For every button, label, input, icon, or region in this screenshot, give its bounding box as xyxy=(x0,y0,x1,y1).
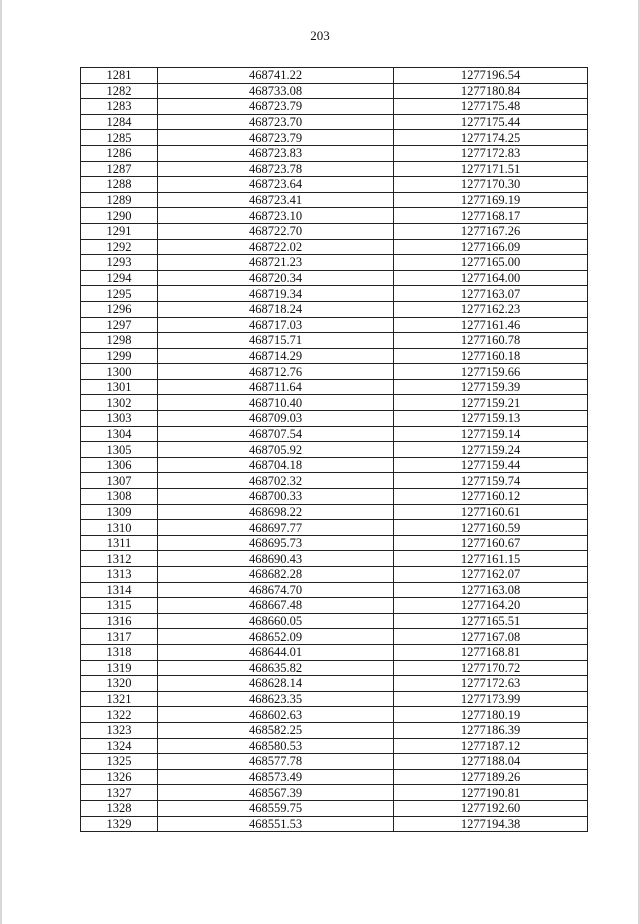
table-row xyxy=(81,722,588,738)
y-coordinate-cell: 1277188.04 xyxy=(394,754,588,770)
x-coordinate-cell: 468720.34 xyxy=(158,270,394,286)
point-number-cell: 1308 xyxy=(81,489,158,505)
point-number-cell: 1306 xyxy=(81,457,158,473)
y-coordinate-cell: 1277165.51 xyxy=(394,613,588,629)
table-row xyxy=(81,785,588,801)
x-coordinate-cell: 468707.54 xyxy=(158,426,394,442)
y-coordinate-cell: 1277164.00 xyxy=(394,270,588,286)
y-coordinate-cell: 1277173.99 xyxy=(394,691,588,707)
y-coordinate-cell: 1277172.63 xyxy=(394,676,588,692)
y-coordinate-cell: 1277159.24 xyxy=(394,442,588,458)
x-coordinate-cell: 468721.23 xyxy=(158,255,394,271)
y-coordinate-cell: 1277186.39 xyxy=(394,722,588,738)
x-coordinate-cell: 468682.28 xyxy=(158,567,394,583)
x-coordinate-cell: 468718.24 xyxy=(158,301,394,317)
x-coordinate-cell: 468723.64 xyxy=(158,177,394,193)
x-coordinate-cell: 468723.79 xyxy=(158,99,394,115)
table-row xyxy=(81,520,588,536)
table-row xyxy=(81,395,588,411)
point-number-cell: 1313 xyxy=(81,567,158,583)
table-row xyxy=(81,411,588,427)
point-number-cell: 1318 xyxy=(81,644,158,660)
y-coordinate-cell: 1277160.67 xyxy=(394,535,588,551)
point-number-cell: 1323 xyxy=(81,722,158,738)
table-row xyxy=(81,177,588,193)
point-number-cell: 1297 xyxy=(81,317,158,333)
point-number-cell: 1304 xyxy=(81,426,158,442)
point-number-cell: 1286 xyxy=(81,145,158,161)
x-coordinate-cell: 468674.70 xyxy=(158,582,394,598)
point-number-cell: 1309 xyxy=(81,504,158,520)
y-coordinate-cell: 1277159.14 xyxy=(394,426,588,442)
y-coordinate-cell: 1277159.66 xyxy=(394,364,588,380)
x-coordinate-cell: 468623.35 xyxy=(158,691,394,707)
y-coordinate-cell: 1277190.81 xyxy=(394,785,588,801)
y-coordinate-cell: 1277160.12 xyxy=(394,489,588,505)
table-row xyxy=(81,800,588,816)
table-row xyxy=(81,769,588,785)
point-number-cell: 1287 xyxy=(81,161,158,177)
table-row xyxy=(81,738,588,754)
y-coordinate-cell: 1277159.13 xyxy=(394,411,588,427)
y-coordinate-cell: 1277167.08 xyxy=(394,629,588,645)
y-coordinate-cell: 1277168.81 xyxy=(394,644,588,660)
table-row xyxy=(81,567,588,583)
x-coordinate-cell: 468700.33 xyxy=(158,489,394,505)
point-number-cell: 1290 xyxy=(81,208,158,224)
point-number-cell: 1295 xyxy=(81,286,158,302)
x-coordinate-cell: 468690.43 xyxy=(158,551,394,567)
y-coordinate-cell: 1277159.44 xyxy=(394,457,588,473)
coordinates-table-body xyxy=(81,68,588,832)
x-coordinate-cell: 468723.41 xyxy=(158,192,394,208)
x-coordinate-cell: 468709.03 xyxy=(158,411,394,427)
y-coordinate-cell: 1277194.38 xyxy=(394,816,588,832)
y-coordinate-cell: 1277168.17 xyxy=(394,208,588,224)
table-row xyxy=(81,707,588,723)
y-coordinate-cell: 1277165.00 xyxy=(394,255,588,271)
y-coordinate-cell: 1277159.21 xyxy=(394,395,588,411)
y-coordinate-cell: 1277175.44 xyxy=(394,114,588,130)
x-coordinate-cell: 468714.29 xyxy=(158,348,394,364)
y-coordinate-cell: 1277192.60 xyxy=(394,800,588,816)
point-number-cell: 1324 xyxy=(81,738,158,754)
y-coordinate-cell: 1277162.07 xyxy=(394,567,588,583)
x-coordinate-cell: 468580.53 xyxy=(158,738,394,754)
point-number-cell: 1305 xyxy=(81,442,158,458)
y-coordinate-cell: 1277164.20 xyxy=(394,598,588,614)
table-row xyxy=(81,317,588,333)
point-number-cell: 1303 xyxy=(81,411,158,427)
x-coordinate-cell: 468723.79 xyxy=(158,130,394,146)
table-row xyxy=(81,161,588,177)
point-number-cell: 1311 xyxy=(81,535,158,551)
x-coordinate-cell: 468723.83 xyxy=(158,145,394,161)
point-number-cell: 1317 xyxy=(81,629,158,645)
point-number-cell: 1316 xyxy=(81,613,158,629)
x-coordinate-cell: 468577.78 xyxy=(158,754,394,770)
table-row xyxy=(81,457,588,473)
table-row xyxy=(81,364,588,380)
x-coordinate-cell: 468719.34 xyxy=(158,286,394,302)
y-coordinate-cell: 1277167.26 xyxy=(394,223,588,239)
x-coordinate-cell: 468551.53 xyxy=(158,816,394,832)
y-coordinate-cell: 1277189.26 xyxy=(394,769,588,785)
x-coordinate-cell: 468667.48 xyxy=(158,598,394,614)
point-number-cell: 1312 xyxy=(81,551,158,567)
y-coordinate-cell: 1277175.48 xyxy=(394,99,588,115)
y-coordinate-cell: 1277196.54 xyxy=(394,68,588,84)
point-number-cell: 1299 xyxy=(81,348,158,364)
x-coordinate-cell: 468715.71 xyxy=(158,333,394,349)
point-number-cell: 1322 xyxy=(81,707,158,723)
point-number-cell: 1292 xyxy=(81,239,158,255)
point-number-cell: 1291 xyxy=(81,223,158,239)
table-row xyxy=(81,223,588,239)
table-row xyxy=(81,489,588,505)
point-number-cell: 1307 xyxy=(81,473,158,489)
y-coordinate-cell: 1277170.30 xyxy=(394,177,588,193)
point-number-cell: 1326 xyxy=(81,769,158,785)
table-row xyxy=(81,68,588,84)
y-coordinate-cell: 1277187.12 xyxy=(394,738,588,754)
y-coordinate-cell: 1277160.78 xyxy=(394,333,588,349)
table-row xyxy=(81,255,588,271)
x-coordinate-cell: 468711.64 xyxy=(158,379,394,395)
x-coordinate-cell: 468723.78 xyxy=(158,161,394,177)
table-row xyxy=(81,270,588,286)
table-row xyxy=(81,348,588,364)
coordinates-table xyxy=(80,67,588,832)
x-coordinate-cell: 468733.08 xyxy=(158,83,394,99)
table-row xyxy=(81,582,588,598)
page-left-edge xyxy=(0,0,2,924)
y-coordinate-cell: 1277160.59 xyxy=(394,520,588,536)
y-coordinate-cell: 1277170.72 xyxy=(394,660,588,676)
table-row xyxy=(81,301,588,317)
point-number-cell: 1293 xyxy=(81,255,158,271)
y-coordinate-cell: 1277159.39 xyxy=(394,379,588,395)
x-coordinate-cell: 468704.18 xyxy=(158,457,394,473)
point-number-cell: 1319 xyxy=(81,660,158,676)
point-number-cell: 1321 xyxy=(81,691,158,707)
point-number-cell: 1315 xyxy=(81,598,158,614)
table-row xyxy=(81,598,588,614)
point-number-cell: 1288 xyxy=(81,177,158,193)
table-row xyxy=(81,130,588,146)
y-coordinate-cell: 1277169.19 xyxy=(394,192,588,208)
point-number-cell: 1285 xyxy=(81,130,158,146)
table-row xyxy=(81,426,588,442)
y-coordinate-cell: 1277159.74 xyxy=(394,473,588,489)
table-row xyxy=(81,83,588,99)
point-number-cell: 1325 xyxy=(81,754,158,770)
point-number-cell: 1329 xyxy=(81,816,158,832)
x-coordinate-cell: 468723.70 xyxy=(158,114,394,130)
point-number-cell: 1281 xyxy=(81,68,158,84)
y-coordinate-cell: 1277163.07 xyxy=(394,286,588,302)
table-row xyxy=(81,535,588,551)
table-row xyxy=(81,644,588,660)
x-coordinate-cell: 468635.82 xyxy=(158,660,394,676)
page-number: 203 xyxy=(310,28,330,43)
point-number-cell: 1310 xyxy=(81,520,158,536)
point-number-cell: 1327 xyxy=(81,785,158,801)
table-row xyxy=(81,208,588,224)
table-row xyxy=(81,333,588,349)
x-coordinate-cell: 468722.02 xyxy=(158,239,394,255)
point-number-cell: 1320 xyxy=(81,676,158,692)
point-number-cell: 1328 xyxy=(81,800,158,816)
point-number-cell: 1301 xyxy=(81,379,158,395)
point-number-cell: 1300 xyxy=(81,364,158,380)
x-coordinate-cell: 468723.10 xyxy=(158,208,394,224)
y-coordinate-cell: 1277160.61 xyxy=(394,504,588,520)
x-coordinate-cell: 468722.70 xyxy=(158,223,394,239)
table-row xyxy=(81,504,588,520)
x-coordinate-cell: 468573.49 xyxy=(158,769,394,785)
x-coordinate-cell: 468644.01 xyxy=(158,644,394,660)
table-row xyxy=(81,114,588,130)
point-number-cell: 1282 xyxy=(81,83,158,99)
x-coordinate-cell: 468602.63 xyxy=(158,707,394,723)
table-row xyxy=(81,754,588,770)
table-row xyxy=(81,239,588,255)
point-number-cell: 1289 xyxy=(81,192,158,208)
x-coordinate-cell: 468559.75 xyxy=(158,800,394,816)
x-coordinate-cell: 468710.40 xyxy=(158,395,394,411)
table-row xyxy=(81,473,588,489)
table-row xyxy=(81,99,588,115)
table-row xyxy=(81,691,588,707)
table-row xyxy=(81,442,588,458)
y-coordinate-cell: 1277166.09 xyxy=(394,239,588,255)
point-number-cell: 1296 xyxy=(81,301,158,317)
table-row xyxy=(81,145,588,161)
x-coordinate-cell: 468698.22 xyxy=(158,504,394,520)
x-coordinate-cell: 468717.03 xyxy=(158,317,394,333)
y-coordinate-cell: 1277160.18 xyxy=(394,348,588,364)
point-number-cell: 1314 xyxy=(81,582,158,598)
table-row xyxy=(81,676,588,692)
y-coordinate-cell: 1277161.46 xyxy=(394,317,588,333)
y-coordinate-cell: 1277163.08 xyxy=(394,582,588,598)
table-row xyxy=(81,379,588,395)
table-row xyxy=(81,613,588,629)
x-coordinate-cell: 468695.73 xyxy=(158,535,394,551)
table-row xyxy=(81,816,588,832)
x-coordinate-cell: 468628.14 xyxy=(158,676,394,692)
y-coordinate-cell: 1277174.25 xyxy=(394,130,588,146)
table-row xyxy=(81,660,588,676)
table-row xyxy=(81,551,588,567)
x-coordinate-cell: 468712.76 xyxy=(158,364,394,380)
point-number-cell: 1294 xyxy=(81,270,158,286)
y-coordinate-cell: 1277180.84 xyxy=(394,83,588,99)
y-coordinate-cell: 1277172.83 xyxy=(394,145,588,161)
x-coordinate-cell: 468697.77 xyxy=(158,520,394,536)
y-coordinate-cell: 1277162.23 xyxy=(394,301,588,317)
x-coordinate-cell: 468660.05 xyxy=(158,613,394,629)
y-coordinate-cell: 1277180.19 xyxy=(394,707,588,723)
point-number-cell: 1283 xyxy=(81,99,158,115)
x-coordinate-cell: 468705.92 xyxy=(158,442,394,458)
x-coordinate-cell: 468702.32 xyxy=(158,473,394,489)
y-coordinate-cell: 1277171.51 xyxy=(394,161,588,177)
point-number-cell: 1298 xyxy=(81,333,158,349)
x-coordinate-cell: 468567.39 xyxy=(158,785,394,801)
point-number-cell: 1284 xyxy=(81,114,158,130)
x-coordinate-cell: 468652.09 xyxy=(158,629,394,645)
point-number-cell: 1302 xyxy=(81,395,158,411)
y-coordinate-cell: 1277161.15 xyxy=(394,551,588,567)
x-coordinate-cell: 468741.22 xyxy=(158,68,394,84)
table-row xyxy=(81,286,588,302)
table-row xyxy=(81,192,588,208)
table-row xyxy=(81,629,588,645)
x-coordinate-cell: 468582.25 xyxy=(158,722,394,738)
